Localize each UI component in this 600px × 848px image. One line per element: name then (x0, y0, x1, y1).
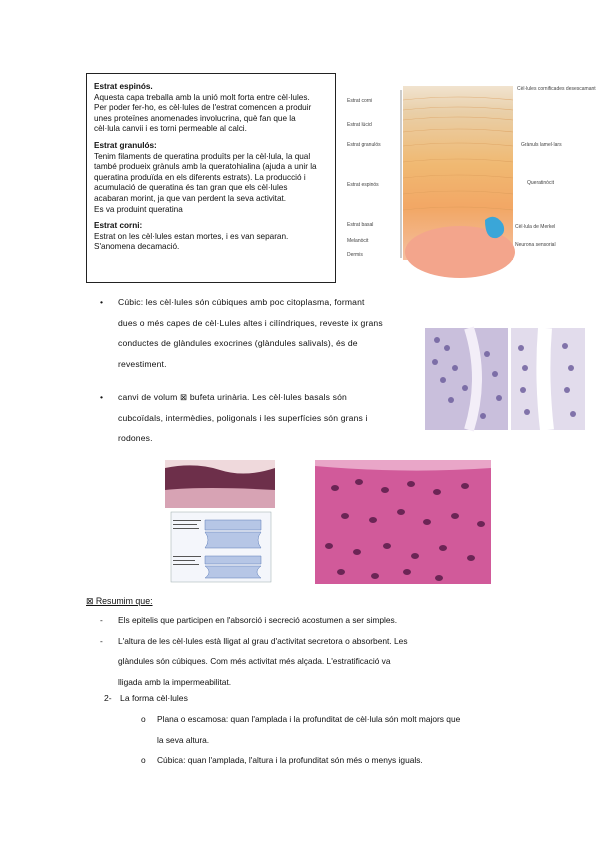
strat-granulos-title: Estrat granulós: (94, 140, 157, 150)
stratified-micrograph (315, 460, 491, 584)
box-line: unes proteïnes anomenades involucrina, què fan que la (94, 113, 296, 123)
sub-line: Plana o escamosa: quan l'amplada i la profunditat de cèl·lula són molt majors que (157, 714, 461, 724)
bullet-line: canvi de volum ⊠ bufeta urinària. Les cèl·lules basals són (118, 392, 347, 402)
transitional-micrograph-diagram (165, 460, 275, 584)
summary-line: lligada amb la impermeabilitat. (118, 676, 232, 687)
box-line: Tenim filaments de queratina produïts per la cèl·lula, la qual (94, 151, 311, 161)
skin-label: Estrat espinós (347, 182, 379, 188)
box-line: acumulació de queratina és tan gran que els cèl·lules (94, 183, 288, 193)
summary-line: glàndules són cúbiques. Com més activitat més alçada. L'estratificació va (118, 656, 391, 666)
bullet-line: Cúbic: les cèl·lules són cúbiques amb poc citoplasma, formant (118, 297, 365, 307)
summary-title: ⊠ Resumim que: (86, 596, 153, 606)
sub-line: Cúbica: quan l'amplada, l'altura i la profunditat són més o menys iguals. (157, 755, 423, 765)
sub-item (141, 709, 557, 750)
summary-list (100, 610, 558, 692)
bullet-line: rodones. (118, 433, 153, 443)
summary-item (100, 610, 558, 631)
skin-left-labels (347, 98, 381, 258)
strat-espinos-title: Estrat espinós. (94, 82, 153, 91)
box-line: Aquesta capa treballa amb la unió molt forta entre cèl·lules. (94, 92, 310, 102)
cuboidal-micrograph (425, 328, 585, 430)
box-line: també produeix grànuls amb la queratohialina (ajuda a unir la (94, 162, 317, 172)
bullet-line: revestiment. (118, 358, 167, 369)
skin-label: Cèl·lula de Merkel (515, 224, 556, 230)
skin-label: Dermis (347, 252, 363, 258)
skin-right-labels (515, 86, 596, 248)
list-marker: - (100, 615, 103, 625)
skin-label: Neurona sensorial (515, 242, 556, 248)
bullet-line: dues o més capes de cèl·Lules altes i cilíndriques, reveste ix grans (118, 317, 383, 328)
sub-marker: o (141, 755, 146, 765)
skin-label: Estrat lúcid (347, 122, 372, 128)
bullet-line: cubcoïdals, intermèdies, poligonals i les superfícies són grans i (118, 412, 368, 423)
bullet-marker: • (100, 392, 104, 402)
bullet-marker: • (100, 297, 104, 307)
skin-label: Grànuls lamel·lars (521, 142, 562, 148)
bullet-transitional (100, 387, 398, 449)
skin-layers-figure (345, 80, 596, 260)
box-line: acabaran morint, ja que van perdent la seva activitat. (94, 193, 287, 203)
summary-item (100, 631, 558, 693)
skin-label: Estrat granulós (347, 142, 381, 148)
skin-label: Queratinòcit (527, 180, 554, 186)
strat-corni-title: Estrat corni: (94, 221, 143, 231)
box-line: cèl·lula canvii i es torni permeable al calci. (94, 124, 247, 134)
skin-label: Estrat basal (347, 222, 374, 228)
sub-item (141, 750, 557, 771)
sub-line: la seva altura. (157, 734, 210, 745)
box-line: Es va produint queratina (94, 204, 183, 214)
box-line: Per poder fer-ho, es cèl·lules de l'estrat comencen a produir (94, 103, 312, 113)
summary-line: Els epitelis que participen en l'absorció i secreció acostumen a ser simples. (118, 615, 398, 625)
bullet-line: conductes de glàndules exocrines (glàndules salivals), és de (118, 338, 358, 348)
box-line: Estrat on les cèl·lules estan mortes, i es van separan. (94, 231, 289, 241)
skin-label: Estrat corni (347, 98, 373, 104)
skin-label: Cèl·lules cornificades desescamant (517, 86, 596, 92)
list-marker: - (100, 635, 103, 646)
sub-heading (104, 688, 188, 709)
sub-heading-marker: 2- (104, 693, 112, 703)
strata-note-box (86, 73, 336, 283)
sub-list (141, 709, 557, 771)
summary-line: L'altura de les cèl·lules està lligat al grau d'activitat secretora o absorbent. Les (118, 635, 408, 646)
sub-marker: o (141, 714, 146, 724)
bullet-cubic (100, 292, 398, 374)
sub-heading-text: La forma cèl·lules (120, 693, 188, 703)
skin-label: Melanòcit (347, 238, 369, 244)
box-line: S'anomena decamació. (94, 242, 180, 252)
box-line: queratina produïda en els diferents estrats). La producció i (94, 172, 306, 182)
